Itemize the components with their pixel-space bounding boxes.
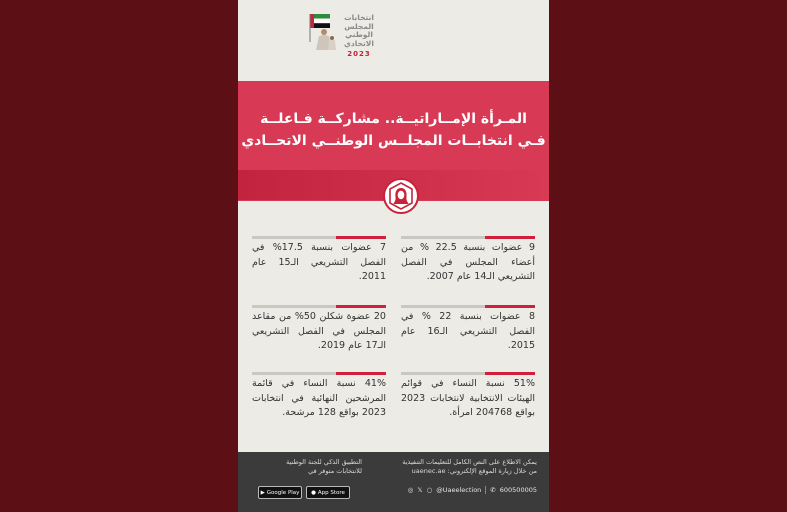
app-store-badge[interactable] — [306, 486, 350, 499]
flag-figure-icon — [308, 12, 342, 52]
fact-card — [252, 305, 386, 354]
card-accent-bar — [252, 372, 386, 375]
fact-text: 20 عضوة شكلن 50% من مقاعد المجلس في الفصل التشريعي الـ17 عام 2019. — [252, 311, 386, 351]
social-handle[interactable]: @Uaeelection — [436, 486, 482, 494]
fact-card — [252, 372, 386, 421]
phone-number[interactable]: 600500005 — [499, 486, 537, 494]
footer-info — [377, 458, 537, 476]
footer-app-info — [252, 458, 362, 476]
store-badges — [258, 486, 350, 499]
phone-icon: ✆ — [490, 486, 496, 494]
right-margin — [549, 0, 787, 512]
logo-line: الاتحادي — [344, 38, 374, 48]
footer-app-line: التطبيق الذكي للجنة الوطنية — [286, 458, 362, 466]
logo-line: المجلس — [344, 21, 374, 31]
card-accent-bar — [401, 372, 535, 375]
fact-card — [401, 372, 535, 421]
play-icon: ▶ — [260, 489, 265, 496]
emblem — [383, 178, 419, 214]
title-line-2: فـي انتخابــات المجلــس الوطنــي الاتحــادي — [241, 133, 546, 149]
divider — [485, 486, 486, 494]
logo-line: الوطني — [345, 30, 373, 39]
logo-line: انتخابات — [344, 13, 374, 22]
footer — [238, 452, 549, 512]
footer-app-line: للانتخابات متوفر في — [308, 467, 362, 475]
footer-info-line: يمكن الاطلاع على النص الكامل للتعليمات التنفيذية — [402, 458, 537, 466]
fact-text: 8 عضوات بنسبة 22 % في الفصل التشريعي الـ16 عام 2015. — [401, 311, 535, 351]
fact-card — [252, 236, 386, 285]
fact-card — [401, 236, 535, 285]
left-margin — [0, 0, 238, 512]
woman-silhouette-icon — [385, 180, 417, 212]
instagram-icon[interactable]: ◎ — [407, 486, 414, 494]
page-title — [238, 108, 549, 152]
infographic-poster — [238, 0, 549, 512]
social-links — [408, 486, 537, 494]
title-line-1: المـرأة الإمــاراتيــة.. مشاركــة فـاعلــة — [260, 111, 527, 127]
fact-card — [401, 305, 535, 354]
fact-text: 51% نسبة النساء في قوائم الهيئات الانتخابية لانتخابات 2023 بواقع 204768 امرأة. — [401, 378, 535, 418]
card-accent-bar — [252, 305, 386, 308]
card-accent-bar — [252, 236, 386, 239]
card-accent-bar — [401, 305, 535, 308]
fact-text: 7 عضوات بنسبة 17.5% في الفصل التشريعي الـ15 عام 2011. — [252, 242, 386, 282]
app-store-label: App Store — [317, 489, 345, 496]
election-logo — [238, 10, 549, 68]
logo-year: 2023 — [347, 50, 371, 58]
google-play-label: Google Play — [266, 489, 300, 496]
card-accent-bar — [401, 236, 535, 239]
fact-text: 41% نسبة النساء في قائمة المرشحين النهائية في انتخابات 2023 بواقع 128 مرشحة. — [252, 378, 386, 418]
footer-website[interactable]: من خلال زيارة الموقع الإلكتروني: uaenec.ae — [411, 467, 537, 475]
x-icon[interactable]: 𝕏 — [417, 486, 423, 494]
fact-text: 9 عضوات بنسبة 22.5 % من أعضاء المجلس في الفصل التشريعي الـ14 عام 2007. — [401, 242, 535, 282]
apple-icon: ● — [311, 489, 316, 496]
facebook-icon[interactable]: ○ — [426, 486, 433, 494]
google-play-badge[interactable] — [258, 486, 302, 499]
